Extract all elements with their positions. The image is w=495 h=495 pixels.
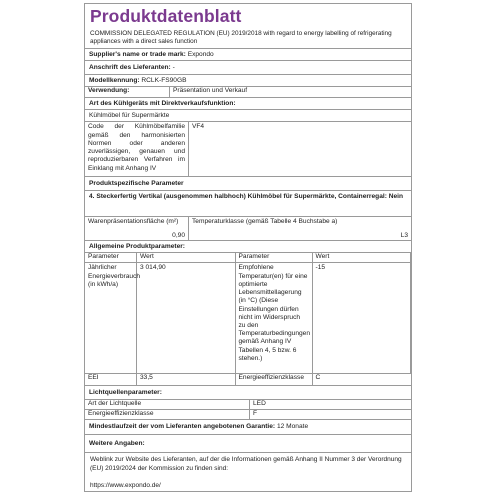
params-col2-header: Wert bbox=[137, 253, 236, 263]
address-label: Anschrift des Lieferanten: bbox=[89, 63, 171, 71]
product-params-header: Produktspezifische Parameter bbox=[85, 177, 411, 191]
page-title: Produktdatenblatt bbox=[90, 6, 242, 26]
display-area-row bbox=[85, 217, 411, 241]
model-label: Modellkennung: bbox=[89, 76, 140, 84]
eec-label: Energieeffizienzklasse bbox=[236, 374, 313, 385]
more-info-header: Weitere Angaben: bbox=[85, 435, 411, 453]
usage-label: Verwendung: bbox=[85, 87, 170, 97]
family-value: VF4 bbox=[192, 123, 205, 131]
supplier-website-link[interactable]: https://www.expondo.de/ bbox=[90, 481, 161, 489]
temp-value: -15 bbox=[313, 263, 412, 374]
warranty-value: 12 Monate bbox=[276, 423, 309, 431]
light-class-label: Energieeffizienzklasse bbox=[85, 410, 250, 419]
temp-class-label: Temperaturklasse (gemäß Tabelle 4 Buchstabe a) bbox=[192, 218, 338, 226]
light-class-row bbox=[85, 410, 411, 420]
family-row bbox=[85, 122, 411, 177]
model-value: RCLK-FS90GB bbox=[141, 76, 187, 84]
display-area-value: 0,90 bbox=[172, 232, 185, 240]
footer bbox=[85, 453, 411, 490]
model-row bbox=[85, 75, 411, 87]
product-data-sheet bbox=[84, 3, 412, 492]
temp-class-value: L3 bbox=[400, 232, 408, 240]
supplier-row bbox=[85, 49, 411, 61]
light-class-value: F bbox=[253, 410, 258, 418]
warranty-label: Mindestlaufzeit der vom Lieferanten angebotenen Garantie: bbox=[89, 423, 276, 431]
warranty-row bbox=[85, 420, 411, 435]
address-value: - bbox=[172, 63, 175, 71]
usage-value: Präsentation und Verkauf bbox=[173, 87, 248, 95]
energy-value: 3 014,90 bbox=[137, 263, 236, 374]
params-col3-header: Parameter bbox=[236, 253, 313, 263]
display-area-label: Warenpräsentationsfläche (m²) bbox=[88, 218, 179, 226]
params-col4-header: Wert bbox=[313, 253, 412, 263]
type-header: Art des Kühlgeräts mit Direktverkaufsfunktion: bbox=[85, 98, 411, 110]
params-col1-header: Parameter bbox=[85, 253, 137, 263]
light-params-header: Lichtquellenparameter: bbox=[85, 386, 411, 400]
supplier-value: Expondo bbox=[187, 50, 214, 58]
eei-label: EEI bbox=[85, 374, 137, 385]
general-params-header: Allgemeine Produktparameter: bbox=[85, 241, 411, 253]
supplier-label: Supplier's name or trade mark: bbox=[89, 50, 186, 58]
eei-value: 33,5 bbox=[137, 374, 236, 385]
address-row bbox=[85, 61, 411, 75]
params-table bbox=[85, 253, 411, 386]
family-label: Code der Kühlmöbelfamilie gemäß den harmonisierten Normen oder anderen zuverlässigen, genauen und reproduzierbaren Verfahren im Einklang mit Anhang IV bbox=[85, 122, 189, 176]
temp-label: Empfohlene Temperatur(en) für eine optimierte Lebensmittellagerung (in °C) (Diese Einstellungen dürfen nicht im Widerspruch zu den Temperaturbedingungen gemäß Anhang IV Tabellen 4, 5 bzw. 6 stehen.) bbox=[236, 263, 313, 374]
energy-label: Jährlicher Energieverbrauch (in kWh/a) bbox=[85, 263, 137, 374]
light-type-row bbox=[85, 400, 411, 410]
eec-value: C bbox=[315, 374, 321, 382]
section-4-title: 4. Steckerfertig Vertikal (ausgenommen halbhoch) Kühlmöbel für Supermärkte, Containerregal: Nein bbox=[85, 191, 411, 217]
footer-text: Weblink zur Website des Lieferanten, auf der die Informationen gemäß Anhang II Nummer 3 der Verordnung (EU) 2019/2024 der Kommission zu finden sind: bbox=[90, 456, 402, 473]
usage-row bbox=[85, 87, 411, 98]
intro-text: COMMISSION DELEGATED REGULATION (EU) 2019/2018 with regard to energy labelling of refrigerating appliances with a direct sales function bbox=[85, 30, 411, 49]
light-type-value: LED bbox=[253, 400, 266, 408]
light-type-label: Art der Lichtquelle bbox=[85, 400, 250, 409]
type-value: Kühlmöbel für Supermärkte bbox=[85, 110, 411, 122]
